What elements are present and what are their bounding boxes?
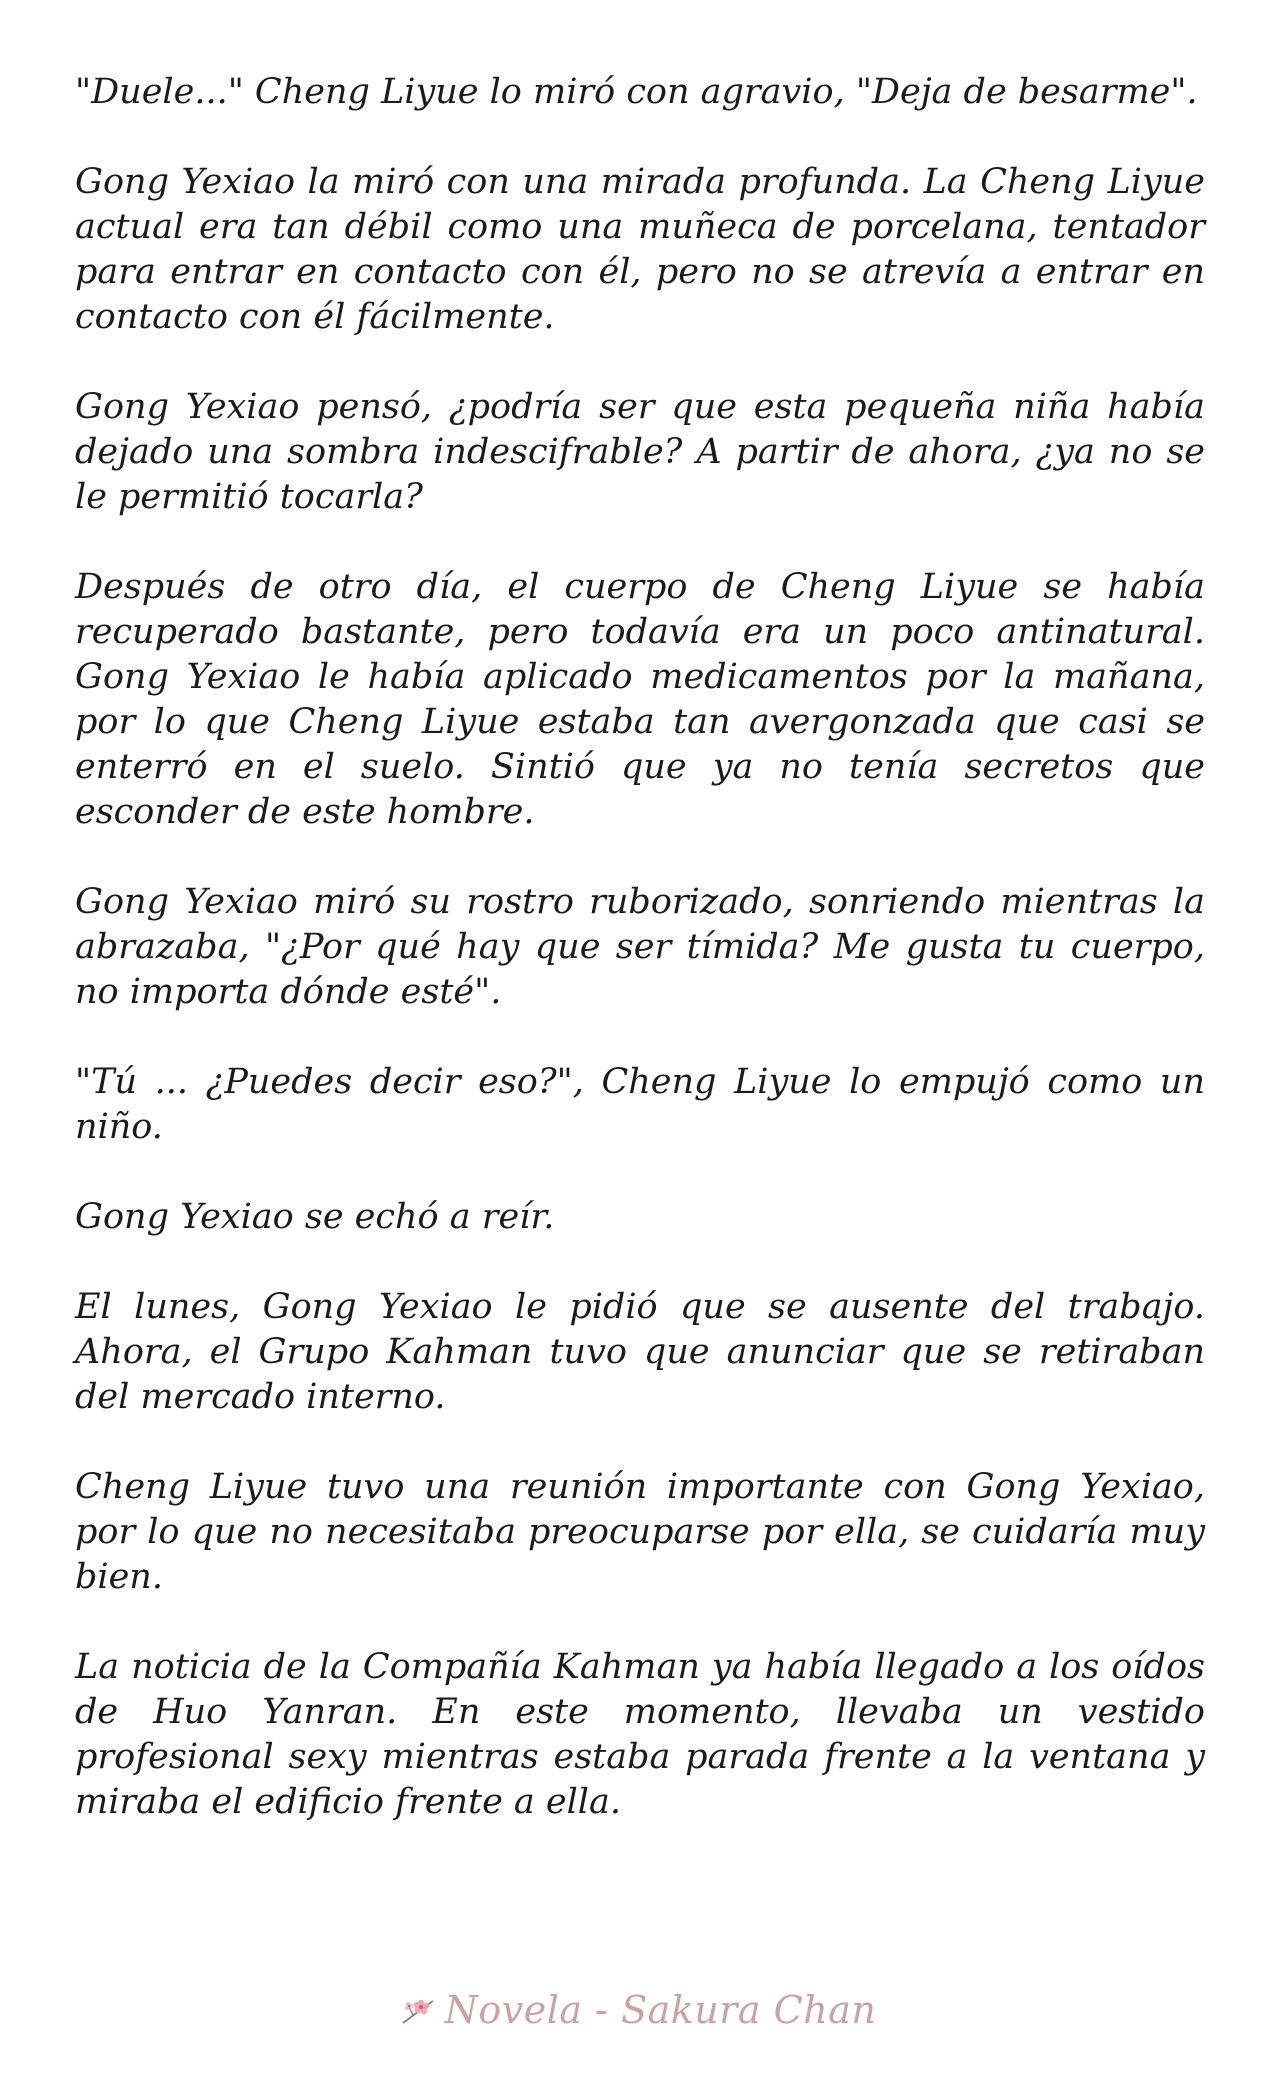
paragraph: "Duele..." Cheng Liyue lo miró con agravio, "Deja de besarme". [75,72,1198,112]
watermark [0,1985,1275,2035]
paragraph: El lunes, Gong Yexiao le pidió que se ausente del trabajo. Ahora, el Grupo Kahman tuvo que anunciar que se retiraban del mercado interno. [75,1287,1205,1417]
paragraph: Gong Yexiao la miró con una mirada profunda. La Cheng Liyue actual era tan débil como una muñeca de porcelana, tentador para entrar en contacto con él, pero no se atrevía a entrar en contacto con él fácilmente. [75,162,1205,337]
paragraph: Gong Yexiao miró su rostro ruborizado, sonriendo mientras la abrazaba, "¿Por qué hay que ser tímida? Me gusta tu cuerpo, no importa dónde esté". [75,882,1205,1012]
cherry-blossom-icon [399,1993,437,2027]
watermark-text: Novela - Sakura Chan [444,1988,877,2032]
paragraph: Cheng Liyue tuvo una reunión importante con Gong Yexiao, por lo que no necesitaba preocuparse por ella, se cuidaría muy bien. [75,1467,1205,1597]
paragraph: La noticia de la Compañía Kahman ya había llegado a los oídos de Huo Yanran. En este momento, llevaba un vestido profesional sexy mientras estaba parada frente a la ventana y miraba el edificio frente a ella. [75,1647,1205,1822]
paragraph: Gong Yexiao se echó a reír. [75,1197,555,1237]
paragraph: Gong Yexiao pensó, ¿podría ser que esta pequeña niña había dejado una sombra indescifrable? A partir de ahora, ¿ya no se le permitió tocarla? [75,387,1205,517]
paragraph: "Tú ... ¿Puedes decir eso?", Cheng Liyue lo empujó como un niño. [75,1062,1205,1147]
paragraph: Después de otro día, el cuerpo de Cheng Liyue se había recuperado bastante, pero todavía era un poco antinatural. Gong Yexiao le había aplicado medicamentos por la mañana, por lo que Cheng Liyue estaba tan avergonzada que casi se enterró en el suelo. Sintió que ya no tenía secretos que esconder de este hombre. [75,567,1205,832]
document-body [75,70,1205,1870]
